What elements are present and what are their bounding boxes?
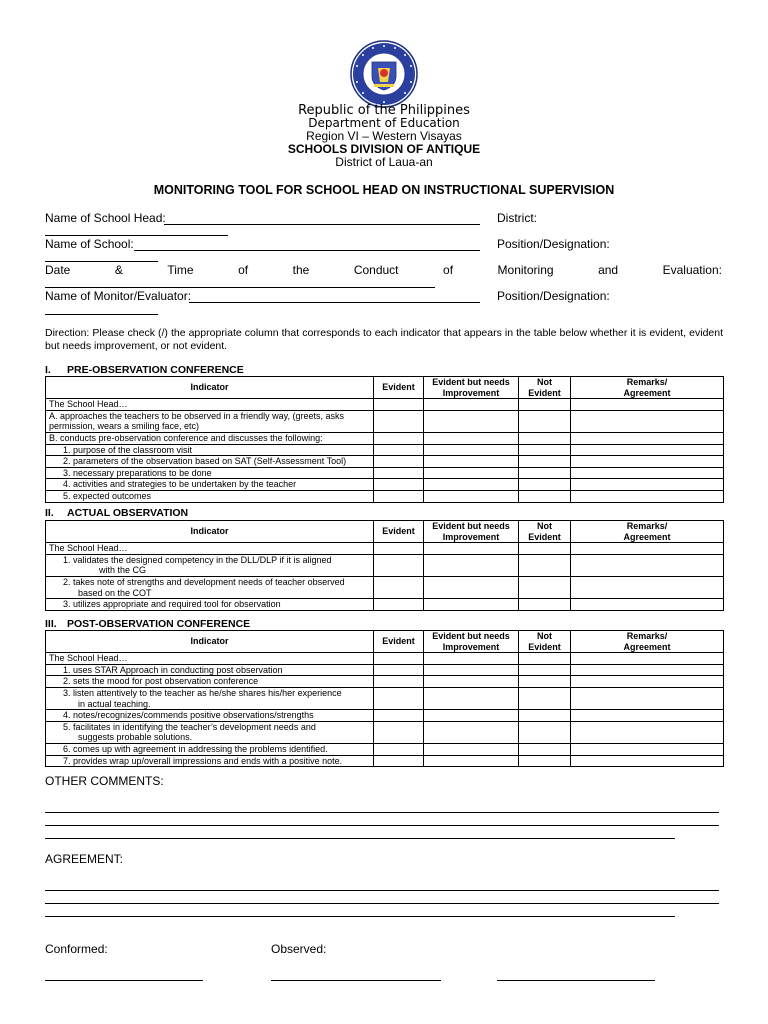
col-needs-improvement: Evident but needs Improvement [424,377,519,399]
school-name-label: Name of School: [45,237,134,251]
col-needs-improvement: Evident but needs Improvement [424,631,519,653]
section-actual-observation: II. ACTUAL OBSERVATION [45,507,189,519]
header-district: District of Laua-an [335,155,433,169]
col-remarks: Remarks/ Agreement [571,521,724,543]
monitor-field[interactable] [189,302,480,303]
observed-signature-line-2[interactable] [497,980,655,981]
col-needs-improvement: Evident but needs Improvement [424,521,519,543]
agreement-line-1[interactable] [45,890,719,891]
table-row: 3. necessary preparations to be done [46,467,724,479]
table-row: 5. expected outcomes [46,490,724,502]
table-row: 1. validates the designed competency in the DLL/DLP if it is aligned with the CG [46,554,724,576]
table-row: 4. notes/recognizes/commends positive observations/strengths [46,710,724,722]
table-header-row [46,521,724,543]
table-row: 3. utilizes appropriate and required tool for observation [46,599,724,611]
actual-observation-table [45,520,724,611]
col-not-evident: Not Evident [519,521,571,543]
school-head-label: Name of School Head: [45,211,166,225]
table-row: 7. provides wrap up/overall impressions and ends with a positive note. [46,755,724,767]
col-remarks: Remarks/ Agreement [571,631,724,653]
col-evident: Evident [374,521,424,543]
comments-line-2[interactable] [45,825,719,826]
table-header-row [46,377,724,399]
pre-observation-table [45,376,724,503]
section-pre-observation: I. PRE-OBSERVATION CONFERENCE [45,364,244,376]
col-remarks: Remarks/ Agreement [571,377,724,399]
header-department: Department of Education [308,116,460,130]
table-row: The School Head… [46,399,724,411]
comments-line-1[interactable] [45,812,719,813]
table-row: A. approaches the teachers to be observed in a friendly way, (greets, asks permission, wears a smiling face, etc) [46,410,724,432]
date-time-label: Date & Time of the Conduct of Monitoring and Evaluation: [45,263,722,277]
table-row: 1. purpose of the classroom visit [46,444,724,456]
position-label-1: Position/Designation: [497,237,610,251]
school-head-field[interactable] [164,224,480,225]
comments-line-3[interactable] [45,838,675,839]
table-row: 5. facilitates in identifying the teacher’s development needs and suggests probable solutions. [46,721,724,743]
header-region: Region VI – Western Visayas [306,129,462,143]
table-row: 1. uses STAR Approach in conducting post observation [46,664,724,676]
document-title: MONITORING TOOL FOR SCHOOL HEAD ON INSTRUCTIONAL SUPERVISION [153,183,615,197]
table-row: 6. comes up with agreement in addressing the problems identified. [46,743,724,755]
col-not-evident: Not Evident [519,377,571,399]
agreement-label: AGREEMENT: [45,852,124,866]
agreement-line-2[interactable] [45,903,719,904]
header-division: SCHOOLS DIVISION OF ANTIQUE [287,142,481,156]
school-name-field[interactable] [134,250,480,251]
position-label-2: Position/Designation: [497,289,610,303]
agreement-line-3[interactable] [45,916,675,917]
direction-text: Direction: Please check (/) the appropriate column that corresponds to each indicator that appears in the table below whether it is evident, evident but needs improvement, or not evident. [45,327,723,352]
table-row: The School Head… [46,653,724,665]
table-row: 2. takes note of strengths and development needs of teacher observed based on the COT [46,576,724,598]
other-comments-label: OTHER COMMENTS: [45,774,164,788]
monitor-field-cont[interactable] [45,314,158,315]
table-header-row [46,631,724,653]
table-row: 4. activities and strategies to be undertaken by the teacher [46,479,724,491]
col-indicator: Indicator [46,377,374,399]
deped-seal-icon [350,40,418,108]
header-republic: Republic of the Philippines [298,103,470,118]
table-row: 2. parameters of the observation based on SAT (Self-Assessment Tool) [46,456,724,468]
conformed-signature-line[interactable] [45,980,203,981]
observed-label: Observed: [271,942,327,956]
conformed-label: Conformed: [45,942,108,956]
school-name-field-cont[interactable] [45,261,158,262]
date-time-field[interactable] [45,287,435,288]
monitor-label: Name of Monitor/Evaluator: [45,289,192,303]
observed-signature-line-1[interactable] [271,980,441,981]
col-indicator: Indicator [46,631,374,653]
table-row: 3. listen attentively to the teacher as he/she shares his/her experience in actual teaching. [46,687,724,709]
section-post-observation: III. POST-OBSERVATION CONFERENCE [45,618,251,630]
district-label: District: [497,211,537,225]
table-row: 2. sets the mood for post observation conference [46,676,724,688]
table-row: The School Head… [46,543,724,555]
col-evident: Evident [374,377,424,399]
post-observation-table [45,630,724,767]
table-row: B. conducts pre-observation conference and discusses the following: [46,432,724,444]
col-evident: Evident [374,631,424,653]
col-not-evident: Not Evident [519,631,571,653]
col-indicator: Indicator [46,521,374,543]
school-head-field-cont[interactable] [45,235,228,236]
